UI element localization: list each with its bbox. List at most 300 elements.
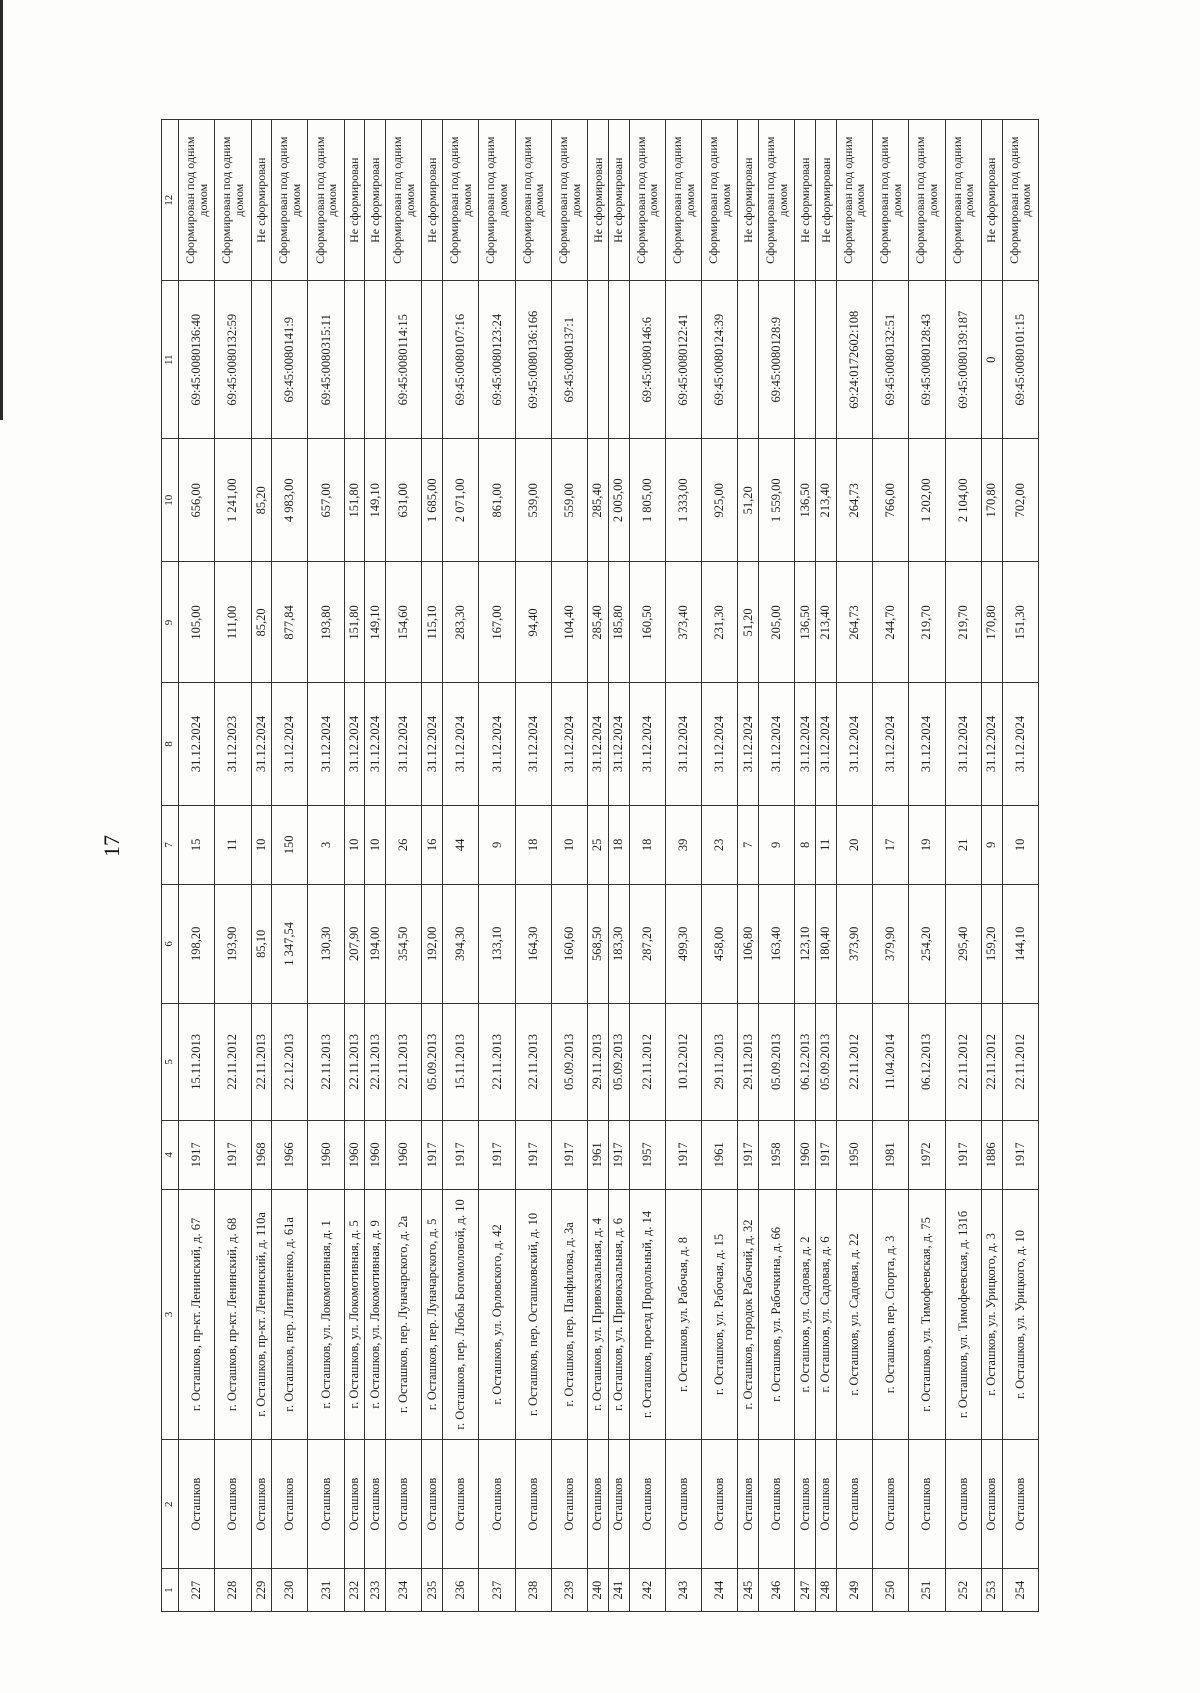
value-cell: 213,40 — [816, 562, 837, 683]
build-year-cell: 1960 — [344, 1121, 365, 1190]
address-cell: г. Осташков, ул. Садовая, д. 6 — [816, 1189, 837, 1439]
status-cell: Сформирован под одним домом — [702, 120, 738, 281]
city-cell: Осташков — [738, 1440, 759, 1569]
area-cell: 133,10 — [479, 885, 515, 1004]
row-number-cell: 254 — [1002, 1569, 1038, 1612]
cadastral-number-cell: 0 — [981, 281, 1002, 439]
count-cell: 9 — [981, 805, 1002, 884]
column-header: 10 — [162, 439, 179, 562]
count-cell: 15 — [179, 805, 215, 884]
cadastral-number-cell: 69:45:0080139:187 — [945, 281, 981, 439]
build-year-cell: 1917 — [515, 1121, 551, 1190]
row-number-cell: 253 — [981, 1569, 1002, 1612]
address-cell: г. Осташков, пр-кт. Ленинский, д. 68 — [215, 1189, 251, 1439]
area-cell: 123,10 — [795, 885, 816, 1004]
status-cell: Сформирован под одним домом — [945, 120, 981, 281]
table-row — [215, 120, 251, 1612]
date-cell: 22.11.2013 — [515, 1003, 551, 1120]
build-year-cell: 1917 — [945, 1121, 981, 1190]
value-cell: 285,40 — [588, 562, 609, 683]
area-cell: 164,30 — [515, 885, 551, 1004]
table-row — [422, 120, 443, 1612]
status-cell: Не сформирован — [344, 120, 365, 281]
date-cell: 22.11.2012 — [836, 1003, 872, 1120]
address-cell: г. Осташков, ул. Рабочая, д. 15 — [702, 1189, 738, 1439]
cadastral-number-cell — [422, 281, 443, 439]
status-cell: Сформирован под одним домом — [873, 120, 909, 281]
count-cell: 18 — [608, 805, 629, 884]
table-row — [344, 120, 365, 1612]
count-cell: 20 — [836, 805, 872, 884]
table-row — [738, 120, 759, 1612]
address-cell: г. Осташков, ул. Локомотивная, д. 5 — [344, 1189, 365, 1439]
date-cell: 05.09.2013 — [608, 1003, 629, 1120]
cadastral-number-cell — [344, 281, 365, 439]
date-cell: 05.09.2013 — [422, 1003, 443, 1120]
value-cell: 244,70 — [873, 562, 909, 683]
count-cell: 150 — [272, 805, 308, 884]
build-year-cell: 1960 — [795, 1121, 816, 1190]
date-cell: 10.12.2012 — [665, 1003, 701, 1120]
date-cell: 22.11.2013 — [308, 1003, 344, 1120]
deadline-date-cell: 31.12.2024 — [344, 683, 365, 805]
address-cell: г. Осташков, ул. Тимофеевская, д. 75 — [909, 1189, 945, 1439]
date-cell: 29.11.2013 — [702, 1003, 738, 1120]
value-cell: 105,00 — [179, 562, 215, 683]
address-cell: г. Осташков, проезд Продольный, д. 14 — [629, 1189, 665, 1439]
status-cell: Не сформирован — [422, 120, 443, 281]
city-cell: Осташков — [608, 1440, 629, 1569]
date-cell: 05.09.2013 — [551, 1003, 587, 1120]
count-cell: 3 — [308, 805, 344, 884]
value-cell: 170,80 — [981, 562, 1002, 683]
row-number-cell: 241 — [608, 1569, 629, 1612]
deadline-date-cell: 31.12.2024 — [551, 683, 587, 805]
status-cell: Сформирован под одним домом — [308, 120, 344, 281]
deadline-date-cell: 31.12.2024 — [665, 683, 701, 805]
land-area-cell: 2 104,00 — [945, 439, 981, 562]
city-cell: Осташков — [515, 1440, 551, 1569]
cadastral-number-cell — [588, 281, 609, 439]
build-year-cell: 1917 — [443, 1121, 479, 1190]
count-cell: 39 — [665, 805, 701, 884]
row-number-cell: 230 — [272, 1569, 308, 1612]
table-row — [836, 120, 872, 1612]
count-cell: 9 — [759, 805, 795, 884]
area-cell: 568,50 — [588, 885, 609, 1004]
value-cell: 111,00 — [215, 562, 251, 683]
area-cell: 394,30 — [443, 885, 479, 1004]
value-cell: 219,70 — [909, 562, 945, 683]
value-cell: 877,84 — [272, 562, 308, 683]
row-number-cell: 240 — [588, 1569, 609, 1612]
build-year-cell: 1917 — [1002, 1121, 1038, 1190]
city-cell: Осташков — [836, 1440, 872, 1569]
deadline-date-cell: 31.12.2024 — [479, 683, 515, 805]
header-row — [162, 120, 179, 1612]
build-year-cell: 1957 — [629, 1121, 665, 1190]
address-cell: г. Осташков, пер. Спорта, д. 3 — [873, 1189, 909, 1439]
status-cell: Не сформирован — [365, 120, 386, 281]
row-number-cell: 239 — [551, 1569, 587, 1612]
deadline-date-cell: 31.12.2024 — [251, 683, 272, 805]
city-cell: Осташков — [873, 1440, 909, 1569]
column-header: 7 — [162, 805, 179, 884]
count-cell: 10 — [551, 805, 587, 884]
cadastral-number-cell: 69:45:0080114:15 — [386, 281, 422, 439]
city-cell: Осташков — [551, 1440, 587, 1569]
status-cell: Сформирован под одним домом — [386, 120, 422, 281]
build-year-cell: 1917 — [738, 1121, 759, 1190]
date-cell: 22.11.2013 — [386, 1003, 422, 1120]
row-number-cell: 235 — [422, 1569, 443, 1612]
date-cell: 15.11.2013 — [443, 1003, 479, 1120]
table-row — [588, 120, 609, 1612]
address-cell: г. Осташков, пер. Осташковский, д. 10 — [515, 1189, 551, 1439]
deadline-date-cell: 31.12.2024 — [443, 683, 479, 805]
value-cell: 104,40 — [551, 562, 587, 683]
address-cell: г. Осташков, пр-кт. Ленинский, д. 110а — [251, 1189, 272, 1439]
city-cell: Осташков — [702, 1440, 738, 1569]
land-area-cell: 1 805,00 — [629, 439, 665, 562]
land-area-cell: 702,00 — [1002, 439, 1038, 562]
status-cell: Сформирован под одним домом — [665, 120, 701, 281]
value-cell: 151,80 — [344, 562, 365, 683]
status-cell: Не сформирован — [795, 120, 816, 281]
date-cell: 15.11.2013 — [179, 1003, 215, 1120]
land-area-cell: 213,40 — [816, 439, 837, 562]
land-area-cell: 85,20 — [251, 439, 272, 562]
row-number-cell: 243 — [665, 1569, 701, 1612]
row-number-cell: 231 — [308, 1569, 344, 1612]
date-cell: 22.11.2013 — [479, 1003, 515, 1120]
city-cell: Осташков — [816, 1440, 837, 1569]
city-cell: Осташков — [945, 1440, 981, 1569]
land-area-cell: 766,00 — [873, 439, 909, 562]
count-cell: 17 — [873, 805, 909, 884]
value-cell: 94,40 — [515, 562, 551, 683]
row-number-cell: 232 — [344, 1569, 365, 1612]
area-cell: 106,80 — [738, 885, 759, 1004]
status-cell: Сформирован под одним домом — [1002, 120, 1038, 281]
deadline-date-cell: 31.12.2024 — [365, 683, 386, 805]
land-area-cell: 149,10 — [365, 439, 386, 562]
address-cell: г. Осташков, ул. Орловского, д. 42 — [479, 1189, 515, 1439]
rotated-table-wrapper — [161, 119, 1039, 1612]
value-cell: 283,30 — [443, 562, 479, 683]
address-cell: г. Осташков, пер. Луначарского, д. 5 — [422, 1189, 443, 1439]
status-cell: Сформирован под одним домом — [179, 120, 215, 281]
land-area-cell: 151,80 — [344, 439, 365, 562]
value-cell: 151,30 — [1002, 562, 1038, 683]
cadastral-number-cell: 69:45:0080146:6 — [629, 281, 665, 439]
cadastral-number-cell: 69:45:0080128:43 — [909, 281, 945, 439]
address-cell: г. Осташков, ул. Тимофеевская, д. 131б — [945, 1189, 981, 1439]
deadline-date-cell: 31.12.2024 — [386, 683, 422, 805]
value-cell: 167,00 — [479, 562, 515, 683]
deadline-date-cell: 31.12.2024 — [945, 683, 981, 805]
area-cell: 193,90 — [215, 885, 251, 1004]
count-cell: 25 — [588, 805, 609, 884]
status-cell: Сформирован под одним домом — [629, 120, 665, 281]
build-year-cell: 1961 — [702, 1121, 738, 1190]
area-cell: 180,40 — [816, 885, 837, 1004]
status-cell: Сформирован под одним домом — [836, 120, 872, 281]
cadastral-number-cell: 69:45:0080124:39 — [702, 281, 738, 439]
value-cell: 85,20 — [251, 562, 272, 683]
build-year-cell: 1960 — [386, 1121, 422, 1190]
count-cell: 18 — [515, 805, 551, 884]
area-cell: 458,00 — [702, 885, 738, 1004]
land-area-cell: 1 241,00 — [215, 439, 251, 562]
count-cell: 7 — [738, 805, 759, 884]
area-cell: 163,40 — [759, 885, 795, 1004]
address-cell: г. Осташков, ул. Садовая, д. 22 — [836, 1189, 872, 1439]
area-cell: 144,10 — [1002, 885, 1038, 1004]
row-number-cell: 242 — [629, 1569, 665, 1612]
date-cell: 22.12.2013 — [272, 1003, 308, 1120]
row-number-cell: 249 — [836, 1569, 872, 1612]
land-area-cell: 51,20 — [738, 439, 759, 562]
deadline-date-cell: 31.12.2024 — [981, 683, 1002, 805]
city-cell: Осташков — [422, 1440, 443, 1569]
land-area-cell: 1 333,00 — [665, 439, 701, 562]
address-cell: г. Осташков, ул. Рабочкина, д. 66 — [759, 1189, 795, 1439]
area-cell: 373,90 — [836, 885, 872, 1004]
table-row — [1002, 120, 1038, 1612]
table-row — [945, 120, 981, 1612]
count-cell: 10 — [251, 805, 272, 884]
cadastral-number-cell: 69:45:0080132:59 — [215, 281, 251, 439]
housing-register-table — [161, 119, 1039, 1612]
cadastral-number-cell — [816, 281, 837, 439]
cadastral-number-cell — [795, 281, 816, 439]
land-area-cell: 4 983,00 — [272, 439, 308, 562]
table-row — [702, 120, 738, 1612]
city-cell: Осташков — [251, 1440, 272, 1569]
build-year-cell: 1917 — [422, 1121, 443, 1190]
address-cell: г. Осташков, ул. Садовая, д. 2 — [795, 1189, 816, 1439]
address-cell: г. Осташков, ул. Урицкого, д. 10 — [1002, 1189, 1038, 1439]
date-cell: 06.12.2013 — [909, 1003, 945, 1120]
row-number-cell: 233 — [365, 1569, 386, 1612]
city-cell: Осташков — [795, 1440, 816, 1569]
date-cell: 11.04.2014 — [873, 1003, 909, 1120]
city-cell: Осташков — [629, 1440, 665, 1569]
build-year-cell: 1981 — [873, 1121, 909, 1190]
city-cell: Осташков — [272, 1440, 308, 1569]
value-cell: 154,60 — [386, 562, 422, 683]
deadline-date-cell: 31.12.2024 — [738, 683, 759, 805]
address-cell: г. Осташков, пр-кт. Ленинский, д. 67 — [179, 1189, 215, 1439]
table-row — [515, 120, 551, 1612]
table-row — [443, 120, 479, 1612]
city-cell: Осташков — [365, 1440, 386, 1569]
status-cell: Сформирован под одним домом — [759, 120, 795, 281]
column-header: 2 — [162, 1440, 179, 1569]
table-row — [629, 120, 665, 1612]
value-cell: 136,50 — [795, 562, 816, 683]
address-cell: г. Осташков, пер. Любы Богомоловой, д. 10 — [443, 1189, 479, 1439]
date-cell: 22.11.2012 — [981, 1003, 1002, 1120]
area-cell: 130,30 — [308, 885, 344, 1004]
land-area-cell: 657,00 — [308, 439, 344, 562]
date-cell: 22.11.2012 — [1002, 1003, 1038, 1120]
land-area-cell: 2 071,00 — [443, 439, 479, 562]
city-cell: Осташков — [344, 1440, 365, 1569]
build-year-cell: 1917 — [215, 1121, 251, 1190]
deadline-date-cell: 31.12.2024 — [909, 683, 945, 805]
date-cell: 29.11.2013 — [738, 1003, 759, 1120]
date-cell: 22.11.2012 — [629, 1003, 665, 1120]
date-cell: 22.11.2013 — [251, 1003, 272, 1120]
status-cell: Не сформирован — [588, 120, 609, 281]
cadastral-number-cell: 69:45:0080141:9 — [272, 281, 308, 439]
land-area-cell: 136,50 — [795, 439, 816, 562]
status-cell: Сформирован под одним домом — [909, 120, 945, 281]
status-cell: Сформирован под одним домом — [479, 120, 515, 281]
status-cell: Не сформирован — [816, 120, 837, 281]
area-cell: 1 347,54 — [272, 885, 308, 1004]
count-cell: 8 — [795, 805, 816, 884]
row-number-cell: 251 — [909, 1569, 945, 1612]
build-year-cell: 1917 — [665, 1121, 701, 1190]
city-cell: Осташков — [386, 1440, 422, 1569]
deadline-date-cell: 31.12.2023 — [215, 683, 251, 805]
deadline-date-cell: 31.12.2024 — [816, 683, 837, 805]
date-cell: 22.11.2013 — [365, 1003, 386, 1120]
status-cell: Не сформирован — [981, 120, 1002, 281]
value-cell: 219,70 — [945, 562, 981, 683]
count-cell: 19 — [909, 805, 945, 884]
area-cell: 354,50 — [386, 885, 422, 1004]
status-cell: Сформирован под одним домом — [272, 120, 308, 281]
column-header: 8 — [162, 683, 179, 805]
land-area-cell: 285,40 — [588, 439, 609, 562]
count-cell: 9 — [479, 805, 515, 884]
cadastral-number-cell: 69:45:0080136:40 — [179, 281, 215, 439]
value-cell: 231,30 — [702, 562, 738, 683]
city-cell: Осташков — [665, 1440, 701, 1569]
value-cell: 51,20 — [738, 562, 759, 683]
cadastral-number-cell — [608, 281, 629, 439]
land-area-cell: 925,00 — [702, 439, 738, 562]
cadastral-number-cell: 69:45:0080122:41 — [665, 281, 701, 439]
column-header: 1 — [162, 1569, 179, 1612]
value-cell: 149,10 — [365, 562, 386, 683]
table-row — [795, 120, 816, 1612]
build-year-cell: 1960 — [365, 1121, 386, 1190]
table-row — [251, 120, 272, 1612]
row-number-cell: 228 — [215, 1569, 251, 1612]
row-number-cell: 237 — [479, 1569, 515, 1612]
build-year-cell: 1917 — [551, 1121, 587, 1190]
address-cell: г. Осташков, ул. Локомотивная, д. 9 — [365, 1189, 386, 1439]
row-number-cell: 246 — [759, 1569, 795, 1612]
count-cell: 10 — [344, 805, 365, 884]
city-cell: Осташков — [909, 1440, 945, 1569]
row-number-cell: 245 — [738, 1569, 759, 1612]
cadastral-number-cell: 69:45:0080315:11 — [308, 281, 344, 439]
build-year-cell: 1886 — [981, 1121, 1002, 1190]
cadastral-number-cell — [365, 281, 386, 439]
address-cell: г. Осташков, пер. Луначарского, д. 2а — [386, 1189, 422, 1439]
status-cell: Не сформирован — [738, 120, 759, 281]
land-area-cell: 539,00 — [515, 439, 551, 562]
build-year-cell: 1972 — [909, 1121, 945, 1190]
deadline-date-cell: 31.12.2024 — [702, 683, 738, 805]
column-header: 5 — [162, 1003, 179, 1120]
value-cell: 115,10 — [422, 562, 443, 683]
area-cell: 254,20 — [909, 885, 945, 1004]
row-number-cell: 248 — [816, 1569, 837, 1612]
build-year-cell: 1950 — [836, 1121, 872, 1190]
column-header: 4 — [162, 1121, 179, 1190]
count-cell: 23 — [702, 805, 738, 884]
area-cell: 160,60 — [551, 885, 587, 1004]
date-cell: 06.12.2013 — [795, 1003, 816, 1120]
build-year-cell: 1917 — [608, 1121, 629, 1190]
area-cell: 183,30 — [608, 885, 629, 1004]
address-cell: г. Осташков, ул. Привокзальная, д. 6 — [608, 1189, 629, 1439]
page-number: 17 — [99, 835, 124, 857]
area-cell: 85,10 — [251, 885, 272, 1004]
area-cell: 198,20 — [179, 885, 215, 1004]
count-cell: 11 — [816, 805, 837, 884]
status-cell: Сформирован под одним домом — [551, 120, 587, 281]
deadline-date-cell: 31.12.2024 — [608, 683, 629, 805]
scan-edge-mark — [0, 0, 3, 420]
table-row — [179, 120, 215, 1612]
build-year-cell: 1917 — [816, 1121, 837, 1190]
date-cell: 05.09.2013 — [816, 1003, 837, 1120]
build-year-cell: 1917 — [179, 1121, 215, 1190]
count-cell: 26 — [386, 805, 422, 884]
city-cell: Осташков — [179, 1440, 215, 1569]
column-header: 11 — [162, 281, 179, 439]
cadastral-number-cell: 69:45:0080128:9 — [759, 281, 795, 439]
deadline-date-cell: 31.12.2024 — [272, 683, 308, 805]
cadastral-number-cell: 69:24:0172602:108 — [836, 281, 872, 439]
city-cell: Осташков — [588, 1440, 609, 1569]
area-cell: 287,20 — [629, 885, 665, 1004]
column-header: 9 — [162, 562, 179, 683]
land-area-cell: 656,00 — [179, 439, 215, 562]
deadline-date-cell: 31.12.2024 — [1002, 683, 1038, 805]
address-cell: г. Осташков, пер. Литвиненко, д. 61а — [272, 1189, 308, 1439]
status-cell: Не сформирован — [251, 120, 272, 281]
table-row — [608, 120, 629, 1612]
column-header: 12 — [162, 120, 179, 281]
address-cell: г. Осташков, ул. Привокзальная, д. 4 — [588, 1189, 609, 1439]
row-number-cell: 247 — [795, 1569, 816, 1612]
row-number-cell: 252 — [945, 1569, 981, 1612]
row-number-cell: 244 — [702, 1569, 738, 1612]
deadline-date-cell: 31.12.2024 — [588, 683, 609, 805]
area-cell: 207,90 — [344, 885, 365, 1004]
area-cell: 159,20 — [981, 885, 1002, 1004]
row-number-cell: 229 — [251, 1569, 272, 1612]
build-year-cell: 1961 — [588, 1121, 609, 1190]
land-area-cell: 559,00 — [551, 439, 587, 562]
date-cell: 22.11.2013 — [344, 1003, 365, 1120]
count-cell: 18 — [629, 805, 665, 884]
row-number-cell: 227 — [179, 1569, 215, 1612]
deadline-date-cell: 31.12.2024 — [629, 683, 665, 805]
cadastral-number-cell — [251, 281, 272, 439]
build-year-cell: 1960 — [308, 1121, 344, 1190]
count-cell: 11 — [215, 805, 251, 884]
